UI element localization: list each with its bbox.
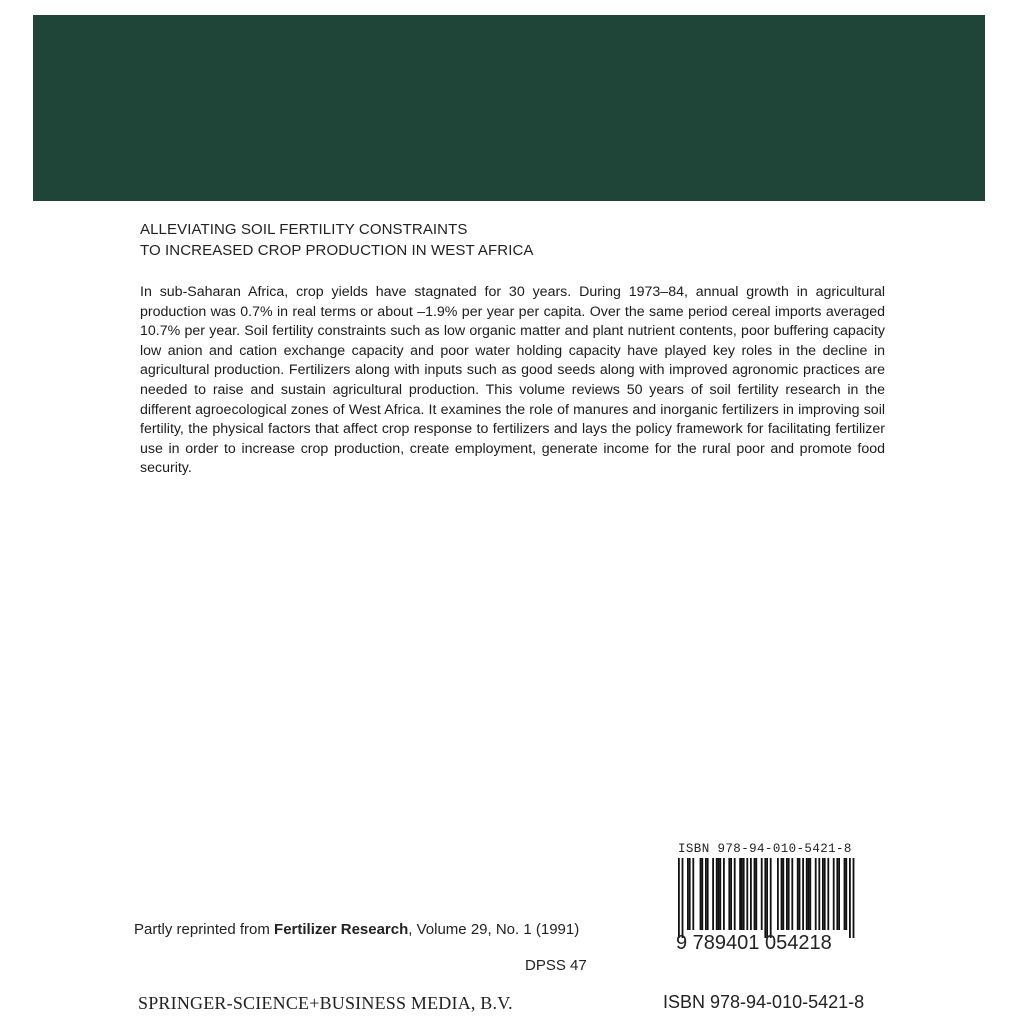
barcode-bar: [824, 858, 826, 930]
barcode-bar: [739, 858, 741, 930]
barcode-bar: [777, 858, 779, 930]
barcode-bar: [761, 858, 763, 930]
barcode-bar: [799, 858, 801, 930]
barcode-bar: [719, 858, 721, 930]
barcode-bar: [741, 858, 743, 930]
barcode-bar: [682, 858, 684, 938]
reprint-prefix: Partly reprinted from: [134, 921, 275, 938]
barcode-bar: [836, 858, 838, 930]
barcode-bar: [797, 858, 799, 930]
barcode-bar: [845, 858, 847, 930]
barcode-bar: [750, 858, 752, 930]
cover-color-band: [33, 15, 985, 201]
reprint-suffix: , Volume 29, No. 1 (1991): [408, 921, 580, 938]
book-title: [140, 219, 900, 261]
barcode-bar: [678, 858, 680, 938]
barcode-bar: [723, 858, 725, 930]
barcode-bar: [808, 858, 810, 930]
barcode-bar: [716, 858, 718, 930]
barcode-bar: [802, 858, 804, 930]
barcode-bar: [815, 858, 817, 930]
barcode-bar: [849, 858, 851, 938]
barcode-bar: [806, 858, 808, 930]
barcode-bar: [786, 858, 788, 930]
barcode-bar: [730, 858, 732, 930]
barcode-bar: [782, 858, 784, 930]
barcode-isbn-label: ISBN 978-94-010-5421-8: [678, 842, 852, 856]
isbn-barcode: [676, 842, 886, 957]
barcode-bar: [743, 858, 745, 930]
barcode-bar: [689, 858, 691, 930]
barcode-bar: [707, 858, 709, 930]
reprint-note: [134, 921, 579, 938]
isbn-text: ISBN 978-94-010-5421-8: [663, 992, 865, 1012]
barcode-bar: [766, 858, 768, 938]
title-line-1: ALLEVIATING SOIL FERTILITY CONSTRAINTS: [140, 221, 468, 238]
series-code: DPSS 47: [525, 957, 587, 974]
title-line-2: TO INCREASED CROP PRODUCTION IN WEST AFRICA: [140, 242, 534, 259]
barcode-bar: [712, 858, 714, 930]
barcode-bar: [809, 858, 811, 930]
barcode-bar: [701, 858, 703, 930]
barcode-bar: [705, 858, 707, 930]
barcode-bar: [833, 858, 835, 930]
barcode-bar: [822, 858, 824, 930]
barcode-bar: [692, 858, 694, 930]
barcode-bar: [700, 858, 702, 930]
journal-name: Fertilizer Research: [274, 921, 409, 938]
barcode-bar: [687, 858, 689, 930]
barcode-bar: [754, 858, 756, 930]
book-abstract: In sub-Saharan Africa, crop yields have stagnated for 30 years. During 1973–84, annual growth in agricultural production was 0.7% in real terms or about –1.9% per year per capita. Over the same period cereal imports averaged 10.7% per year. Soil fertility constraints such as low organic matter and plant nutrient contents, poor buffering capacity low anion and cation exchange capacity and poor water holding capacity have played key roles in the decline in agricultural production. Fertilizers along with inputs such as good seeds along with improved agronomic practices are needed to raise and sustain agricultural production. This volume reviews 50 years of soil fertility research in the different agroecological zones of West Africa. It examines the role of manures and inorganic fertilizers in improving soil fertility, the physical factors that affect crop response to fertilizers and lays the policy framework for facilitating fertilizer use in order to increase crop production, create employment, generate income for the rural poor and promote food security.: [140, 284, 885, 477]
barcode-bar: [734, 858, 736, 930]
barcode-bar: [770, 858, 772, 938]
publisher-name: SPRINGER-SCIENCE+BUSINESS MEDIA, B.V.: [138, 993, 513, 1013]
barcode-bar: [853, 858, 855, 938]
barcode-bar: [718, 858, 720, 930]
barcode-bar: [781, 858, 783, 930]
barcode-bar: [746, 858, 748, 930]
barcode-bar: [827, 858, 829, 930]
barcode-bar: [838, 858, 840, 930]
barcode-bar: [755, 858, 757, 930]
barcode-bar: [791, 858, 793, 930]
barcode-bar: [764, 858, 766, 938]
barcode-bar: [844, 858, 846, 930]
barcode-icon: [676, 858, 856, 938]
barcode-bar: [818, 858, 820, 930]
barcode-bar: [788, 858, 790, 930]
barcode-digits: 9 789401 054218: [676, 932, 832, 954]
barcode-bar: [728, 858, 730, 930]
